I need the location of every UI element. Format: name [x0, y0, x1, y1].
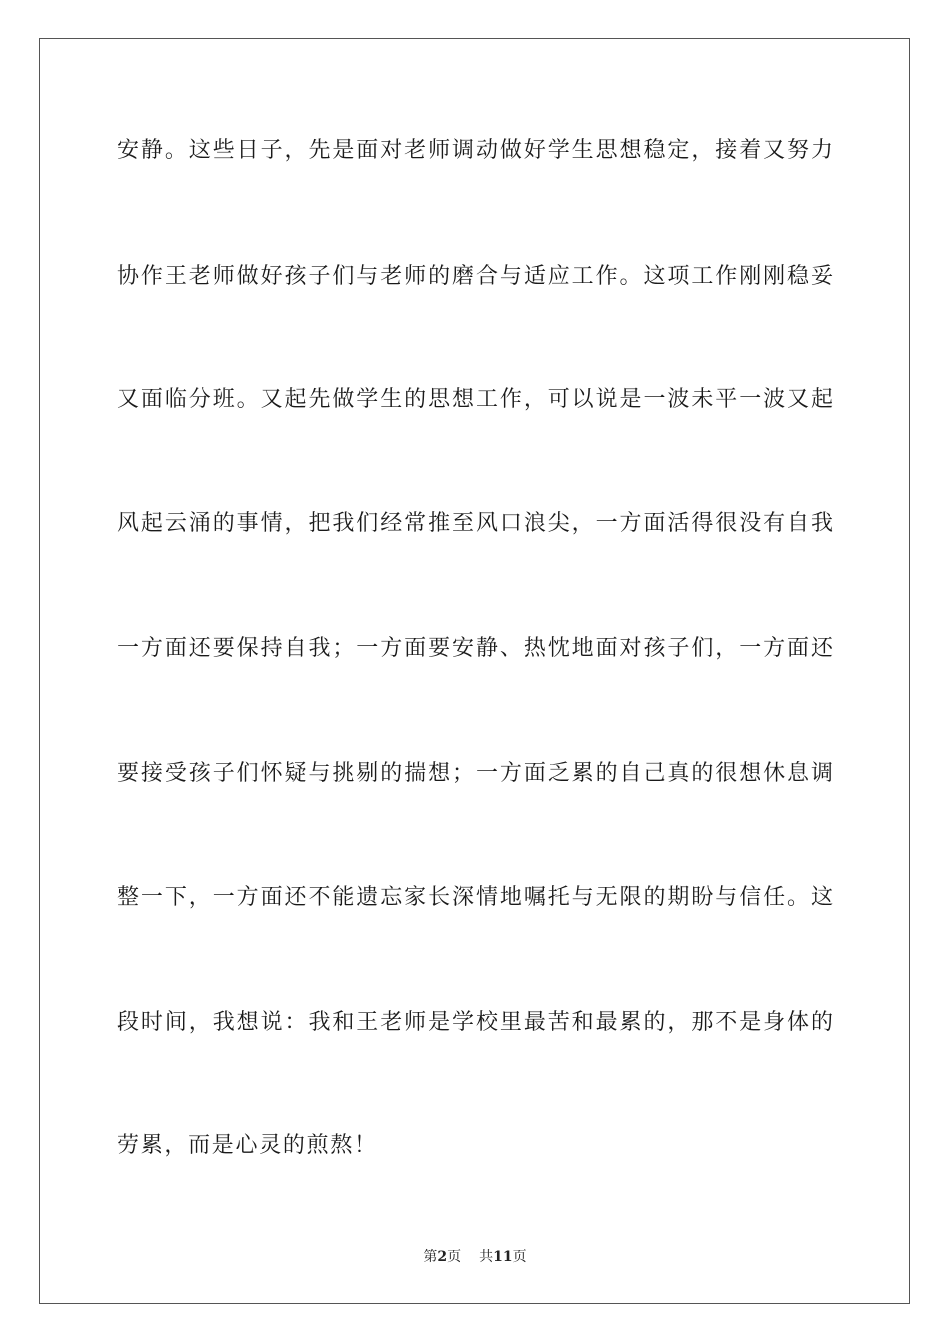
paragraph-line: 一方面还要保持自我；一方面要安静、热忱地面对孩子们，一方面还 [117, 636, 833, 661]
page-suffix: 页 [447, 1249, 462, 1265]
paragraph-line: 又面临分班。又起先做学生的思想工作，可以说是一波未平一波又起 [117, 387, 833, 412]
paragraph-line: 协作王老师做好孩子们与老师的磨合与适应工作。这项工作刚刚稳妥 [117, 264, 833, 289]
page-indicator [423, 1249, 461, 1265]
paragraph-line: 风起云涌的事情，把我们经常推至风口浪尖，一方面活得很没有自我 [117, 511, 833, 536]
total-number: 11 [493, 1249, 513, 1265]
page-prefix: 第 [423, 1249, 438, 1265]
paragraph-line-last: 劳累，而是心灵的煎熬！ [117, 1133, 378, 1158]
total-pages-indicator [479, 1249, 526, 1265]
total-prefix: 共 [479, 1249, 494, 1265]
paragraph-line: 整一下，一方面还不能遗忘家长深情地嘱托与无限的期盼与信任。这 [117, 885, 833, 910]
paragraph-line: 要接受孩子们怀疑与挑剔的揣想；一方面乏累的自己真的很想休息调 [117, 761, 833, 786]
total-suffix: 页 [512, 1249, 527, 1265]
page-footer [0, 1249, 950, 1265]
paragraph-line: 段时间，我想说：我和王老师是学校里最苦和最累的，那不是身体的 [117, 1010, 833, 1035]
paragraph-line: 安静。这些日子，先是面对老师调动做好学生思想稳定，接着又努力 [117, 138, 833, 163]
page-number: 2 [437, 1249, 448, 1265]
